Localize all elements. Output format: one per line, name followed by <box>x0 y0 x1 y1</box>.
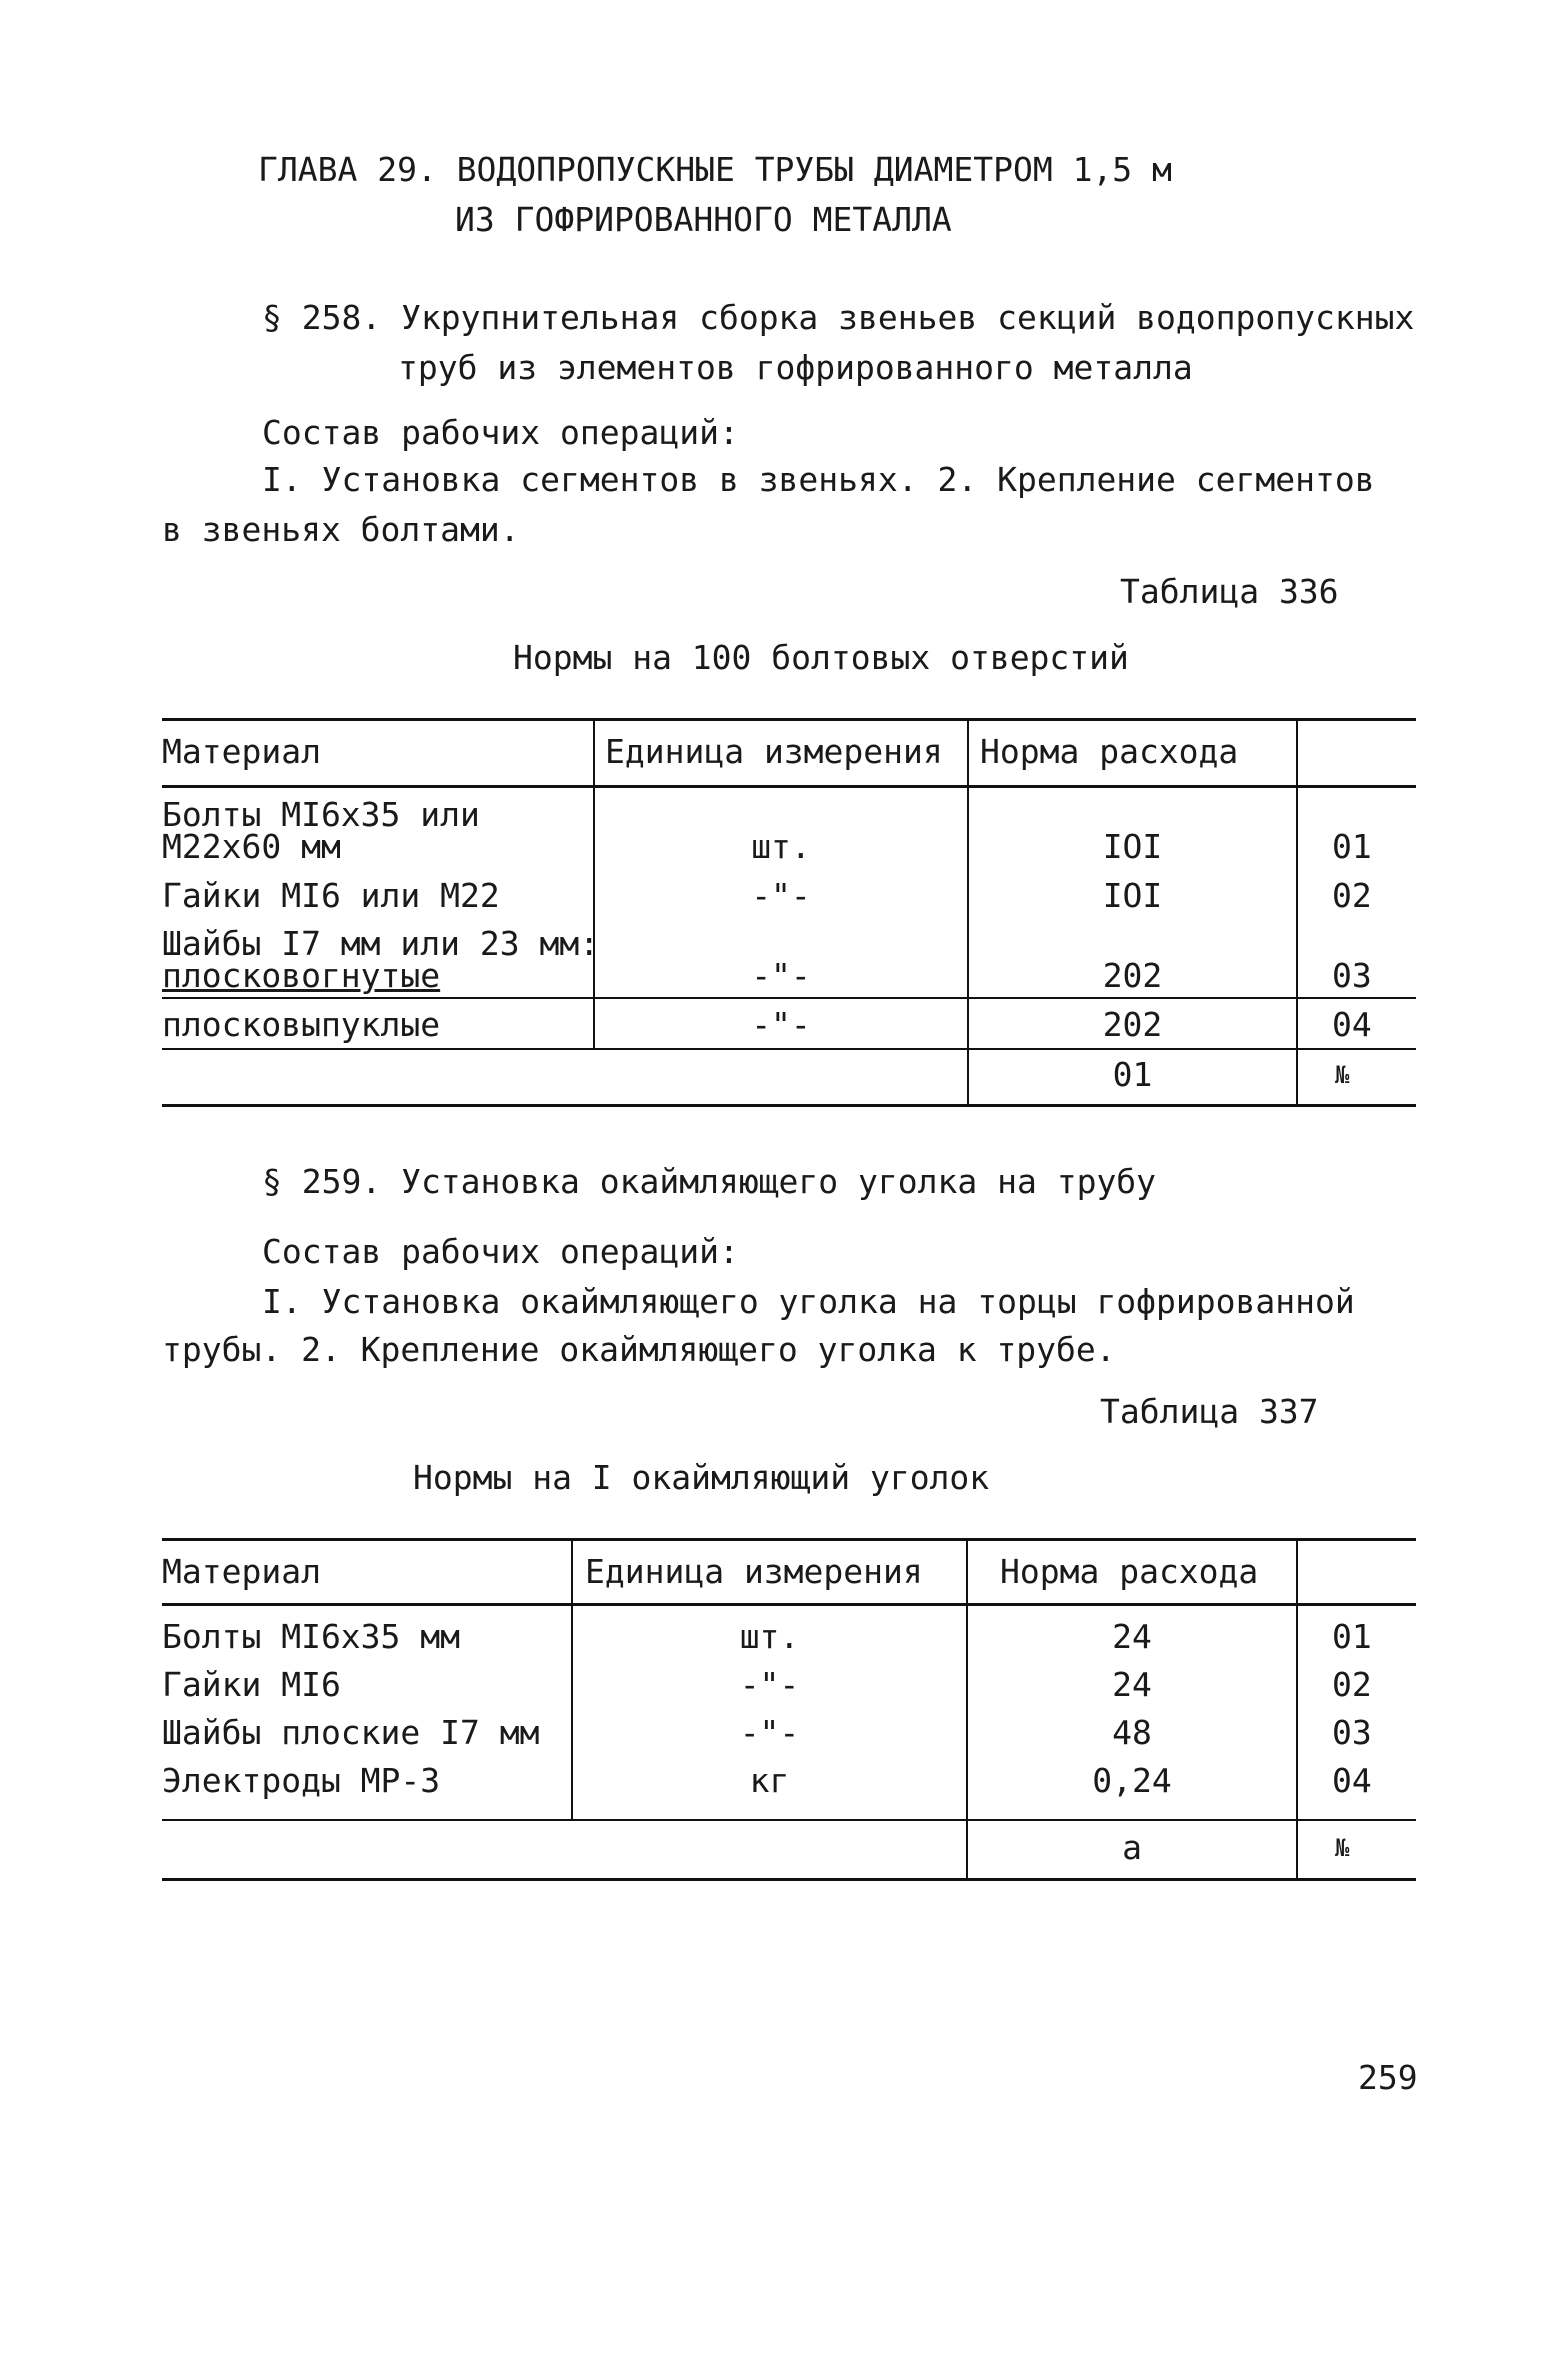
table-336-header-unit: Единица измерения <box>605 732 943 771</box>
material-cell: Шайбы плоские I7 мм <box>162 1713 540 1752</box>
norm-cell: IOI <box>1102 827 1163 866</box>
norm-cell: 24 <box>1112 1617 1152 1656</box>
unit-cell: -"- <box>751 1005 811 1044</box>
code-cell: 04 <box>1332 1761 1372 1800</box>
table-337-header-unit: Единица измерения <box>585 1552 923 1591</box>
code-cell: 03 <box>1332 1713 1372 1752</box>
unit-cell: шт. <box>751 827 811 866</box>
norm-cell: IOI <box>1102 876 1163 915</box>
table-337-title: Нормы на I окаймляющий уголок <box>413 1458 990 1497</box>
material-cell: Электроды МР-3 <box>162 1761 441 1800</box>
footer-column-code: 01 <box>1112 1055 1153 1094</box>
section-259-ops-line1: I. Установка окаймляющего уголка на торцы гофрированной <box>262 1282 1355 1321</box>
material-cell: Шайбы I7 мм или 23 мм: <box>162 924 600 963</box>
chapter-title-line1: ГЛАВА 29. ВОДОПРОПУСКНЫЕ ТРУБЫ ДИАМЕТРОМ 1,5 м <box>258 150 1172 189</box>
table-337-header-material: Материал <box>162 1552 321 1591</box>
material-cell: Гайки MI6 или M22 <box>162 876 500 915</box>
norm-cell: 48 <box>1112 1713 1152 1752</box>
material-cell-cont: плосковогнутые <box>162 956 441 995</box>
norm-cell: 0,24 <box>1092 1761 1172 1800</box>
footer-number-sign: № <box>1335 1061 1350 1089</box>
table-336-header-material: Материал <box>162 732 321 771</box>
material-cell-cont: M22x60 мм <box>162 827 341 866</box>
section-258-title: § 258. Укрупнительная сборка звеньев секций водопропускных <box>262 298 1415 337</box>
code-cell: 01 <box>1332 1617 1372 1656</box>
material-cell: Болты MI6x35 или <box>162 795 480 834</box>
table-336-number: Таблица 336 <box>1120 572 1339 611</box>
table-337-number: Таблица 337 <box>1100 1392 1319 1431</box>
code-cell: 02 <box>1332 1665 1372 1704</box>
norm-cell: 202 <box>1102 1005 1163 1044</box>
chapter-title-line2: ИЗ ГОФРИРОВАННОГО МЕТАЛЛА <box>455 200 952 239</box>
norm-cell: 24 <box>1112 1665 1152 1704</box>
material-cell: Болты MI6x35 мм <box>162 1617 461 1656</box>
footer-column-code: а <box>1122 1828 1142 1867</box>
table-336-title: Нормы на 100 болтовых отверстий <box>513 638 1129 677</box>
unit-cell: -"- <box>739 1713 800 1752</box>
unit-cell: шт. <box>739 1617 800 1656</box>
unit-cell: кг <box>749 1761 790 1800</box>
code-cell: 02 <box>1332 876 1372 915</box>
section-258-title-cont: труб из элементов гофрированного металла <box>398 348 1193 387</box>
material-cell: Гайки MI6 <box>162 1665 341 1704</box>
table-337-header-norm: Норма расхода <box>1000 1552 1259 1591</box>
section-258-ops-line2: в звеньях болтами. <box>162 510 520 549</box>
table-336-header-norm: Норма расхода <box>980 732 1239 771</box>
section-258-ops-heading: Состав рабочих операций: <box>262 413 739 452</box>
code-cell: 01 <box>1332 827 1372 866</box>
page-number: 259 <box>1358 2058 1418 2097</box>
section-259-title: § 259. Установка окаймляющего уголка на трубу <box>262 1162 1157 1201</box>
unit-cell: -"- <box>751 876 811 915</box>
norm-cell: 202 <box>1102 956 1163 995</box>
section-258-ops-line1: I. Установка сегментов в звеньях. 2. Крепление сегментов <box>262 460 1375 499</box>
section-259-ops-line2: трубы. 2. Крепление окаймляющего уголка к трубе. <box>162 1330 1116 1369</box>
unit-cell: -"- <box>751 956 811 995</box>
section-259-ops-heading: Состав рабочих операций: <box>262 1232 739 1271</box>
footer-number-sign: № <box>1335 1834 1350 1862</box>
unit-cell: -"- <box>739 1665 800 1704</box>
code-cell: 04 <box>1332 1005 1372 1044</box>
code-cell: 03 <box>1332 956 1372 995</box>
material-cell: плосковыпуклые <box>162 1005 441 1044</box>
